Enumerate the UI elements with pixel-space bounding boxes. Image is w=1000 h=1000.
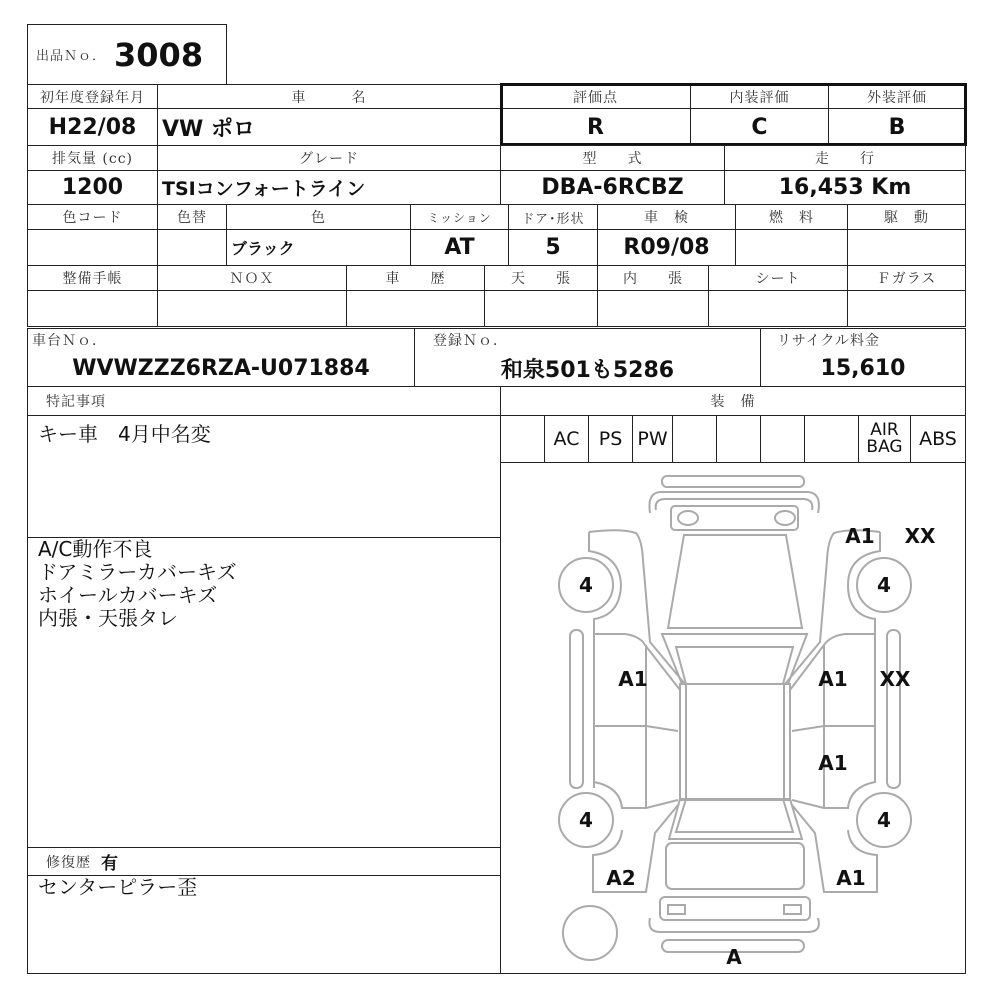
name-header: 車 名 (157, 84, 501, 109)
taillight-left (668, 905, 685, 914)
cc-header: 排気量 (cc) (27, 145, 158, 171)
left-doors (594, 634, 680, 808)
tire-mark: 4 (579, 808, 593, 832)
damage-mark: A1 (845, 524, 875, 548)
damage-mark: XX (904, 524, 936, 548)
year-value: H22/08 (27, 108, 158, 146)
notes-line-1: キー車 4月中名変 (38, 422, 211, 446)
model-value: DBA-6RCBZ (500, 170, 725, 205)
color-value: ブラック (226, 229, 411, 266)
equipment-ac: AC (544, 415, 589, 463)
rear-garnish (660, 897, 810, 920)
note-line: ホイールカバーキズ (38, 583, 218, 607)
equipment-pw: PW (632, 415, 673, 463)
door-header: ドア･形状 (508, 204, 598, 230)
reg-value: 和泉501も5286 (414, 350, 761, 387)
grille (671, 506, 798, 530)
interior-trim-header: 内 張 (597, 265, 709, 291)
right-side-skirt (887, 630, 900, 788)
damage-mark: A1 (818, 751, 848, 775)
damage-mark: A1 (818, 667, 848, 691)
headlight-left (678, 511, 698, 525)
equipment-ps: PS (588, 415, 633, 463)
mileage-header: 走 行 (724, 145, 966, 171)
notes-header: 特記事項 (27, 386, 501, 416)
door-value: 5 (508, 229, 598, 266)
history-header: 車 歴 (346, 265, 485, 291)
model-header: 型 式 (500, 145, 725, 171)
tire-mark: 4 (877, 573, 891, 597)
damage-mark: XX (879, 667, 911, 691)
roof-inner (686, 684, 784, 800)
roof (680, 684, 790, 800)
equipment-header: 装 備 (500, 386, 966, 416)
score-header: 評価点 (500, 84, 691, 109)
hood (668, 535, 802, 628)
mission-header: ミッション (410, 204, 509, 230)
listing-number-label: 出品Ｎｏ． (36, 49, 107, 64)
repair-history-label: 修復歴 (46, 854, 91, 871)
interior-value: C (690, 108, 829, 146)
equipment-abs: ABS (910, 415, 966, 463)
exterior-header: 外装評価 (828, 84, 966, 109)
cc-value: 1200 (27, 170, 158, 205)
spare-tire (563, 906, 617, 960)
ceiling-header: 天 張 (484, 265, 598, 291)
nox-header: ＮＯＸ (157, 265, 347, 291)
trunk (666, 843, 804, 889)
interior-header: 内装評価 (690, 84, 829, 109)
color-header: 色 (226, 204, 411, 230)
grade-header: グレード (157, 145, 501, 171)
damage-mark: A2 (606, 866, 636, 890)
mission-value: AT (410, 229, 509, 266)
record-header: 整備手帳 (27, 265, 158, 291)
colorcode-header: 色コード (27, 204, 158, 230)
car-name: VW ポロ (157, 108, 501, 146)
year-header: 初年度登録年月 (27, 84, 158, 109)
front-bumper (649, 492, 818, 513)
taillight-right (784, 905, 801, 914)
damage-mark: A (726, 945, 742, 969)
equipment-airbag: AIR BAG (858, 415, 911, 463)
glass-header: Ｆガラス (847, 265, 966, 291)
left-side-skirt (570, 630, 583, 788)
recycle-header: リサイクル料金 (760, 328, 966, 351)
exterior-value: B (828, 108, 966, 146)
recycle-value: 15,610 (760, 350, 966, 387)
tire-mark: 4 (579, 573, 593, 597)
chassis-value: WVWZZZ6RZA-U071884 (27, 350, 415, 387)
recolor-header: 色替 (157, 204, 227, 230)
score-value: R (500, 108, 691, 146)
damage-mark: A1 (618, 667, 648, 691)
tire-mark: 4 (877, 808, 891, 832)
note-line: 内張・天張タレ (38, 606, 178, 630)
drive-header: 駆 動 (847, 204, 966, 230)
note-line: ドアミラーカバーキズ (38, 560, 237, 584)
front-bumper-bar (662, 476, 804, 487)
windshield (676, 647, 793, 684)
reg-header: 登録Ｎｏ． (414, 328, 761, 351)
note-line: A/C動作不良 (38, 537, 153, 561)
seat-header: シート (708, 265, 848, 291)
inspection-value: R09/08 (597, 229, 736, 266)
inspection-header: 車 検 (597, 204, 736, 230)
fuel-header: 燃 料 (735, 204, 848, 230)
right-doors (790, 634, 875, 808)
chassis-header: 車台Ｎｏ． (27, 328, 415, 351)
grade-value: TSIコンフォートライン (157, 170, 501, 205)
mileage-value: 16,453 Km (724, 170, 966, 205)
repair-history-value: 有 (101, 854, 118, 874)
listing-number: 3008 (114, 35, 204, 74)
headlight-right (775, 511, 795, 525)
repair-detail: センターピラー歪 (38, 875, 198, 899)
rear-window (676, 799, 793, 832)
damage-mark: A1 (836, 866, 866, 890)
